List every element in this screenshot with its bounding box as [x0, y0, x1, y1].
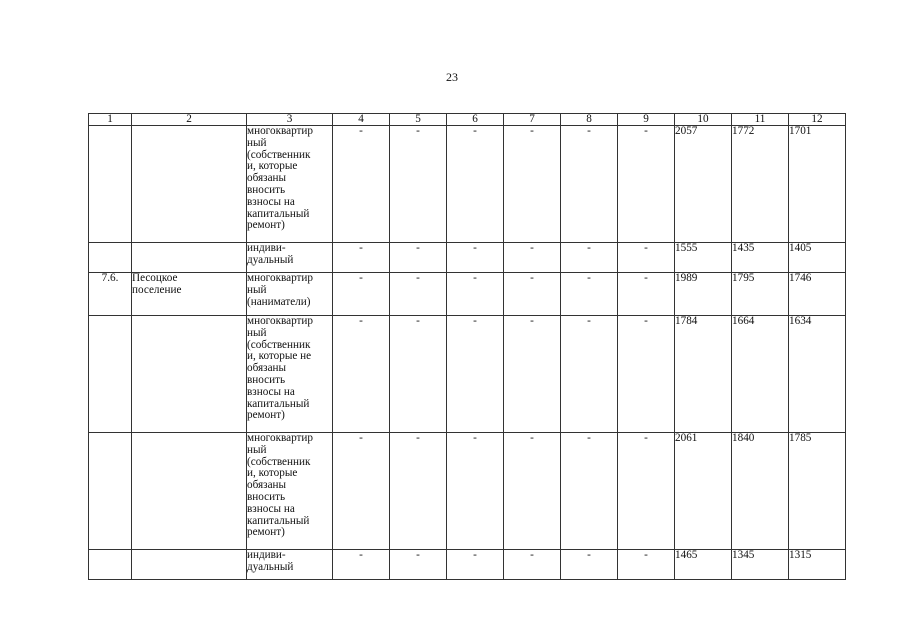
value-cell — [732, 550, 789, 580]
empty-value-cell — [390, 126, 447, 243]
table-row — [89, 550, 846, 580]
value-cell-text: 1746 — [789, 272, 812, 284]
empty-value-cell-text: - — [587, 315, 591, 327]
empty-value-cell — [447, 243, 504, 273]
empty-value-cell — [390, 433, 447, 550]
value-cell-text: 1784 — [675, 315, 698, 327]
table-row — [89, 316, 846, 433]
empty-value-cell — [390, 550, 447, 580]
empty-value-cell-text: - — [473, 432, 477, 444]
empty-value-cell-text: - — [359, 272, 363, 284]
settlement-cell — [132, 433, 247, 550]
value-cell — [732, 273, 789, 316]
table-row — [89, 243, 846, 273]
settlement-cell — [132, 126, 247, 243]
empty-value-cell-text: - — [644, 125, 648, 137]
settlement-cell — [132, 550, 247, 580]
empty-value-cell — [333, 316, 390, 433]
empty-value-cell-text: - — [473, 315, 477, 327]
value-cell-text: 1664 — [732, 315, 755, 327]
value-cell — [732, 316, 789, 433]
empty-value-cell-text: - — [587, 549, 591, 561]
value-cell — [732, 243, 789, 273]
empty-value-cell — [333, 433, 390, 550]
settlement-cell — [132, 273, 247, 316]
empty-value-cell-text: - — [416, 315, 420, 327]
empty-value-cell-text: - — [587, 272, 591, 284]
empty-value-cell-text: - — [359, 125, 363, 137]
value-cell-text: 1840 — [732, 432, 755, 444]
row-number-cell — [89, 243, 132, 273]
housing-type-cell-text: индиви- дуальный — [247, 242, 294, 266]
header-cell: 11 — [732, 114, 789, 126]
empty-value-cell-text: - — [530, 242, 534, 254]
header-cell: 4 — [333, 114, 390, 126]
empty-value-cell — [447, 433, 504, 550]
empty-value-cell — [561, 243, 618, 273]
empty-value-cell-text: - — [530, 272, 534, 284]
value-cell — [789, 243, 846, 273]
empty-value-cell-text: - — [530, 549, 534, 561]
empty-value-cell — [447, 550, 504, 580]
value-cell-text: 1405 — [789, 242, 812, 254]
header-cell: 10 — [675, 114, 732, 126]
value-cell-text: 1772 — [732, 125, 755, 137]
value-cell — [675, 316, 732, 433]
empty-value-cell-text: - — [359, 242, 363, 254]
housing-type-cell — [247, 316, 333, 433]
housing-type-cell — [247, 550, 333, 580]
empty-value-cell — [504, 316, 561, 433]
row-number-cell — [89, 550, 132, 580]
empty-value-cell — [504, 550, 561, 580]
empty-value-cell-text: - — [359, 315, 363, 327]
value-cell — [675, 550, 732, 580]
empty-value-cell-text: - — [644, 315, 648, 327]
empty-value-cell-text: - — [473, 242, 477, 254]
empty-value-cell — [618, 243, 675, 273]
header-row — [89, 114, 846, 126]
table-row — [89, 126, 846, 243]
value-cell — [789, 433, 846, 550]
empty-value-cell-text: - — [416, 125, 420, 137]
empty-value-cell — [390, 243, 447, 273]
value-cell — [675, 433, 732, 550]
header-cell: 1 — [89, 114, 132, 126]
empty-value-cell — [504, 243, 561, 273]
row-number-cell — [89, 316, 132, 433]
page-number: 23 — [446, 70, 458, 84]
empty-value-cell — [504, 433, 561, 550]
empty-value-cell-text: - — [416, 272, 420, 284]
value-cell — [789, 126, 846, 243]
header-cell: 12 — [789, 114, 846, 126]
empty-value-cell-text: - — [644, 432, 648, 444]
settlement-cell — [132, 243, 247, 273]
housing-type-cell-text: многоквартир ный (наниматели) — [247, 272, 314, 308]
table-row — [89, 433, 846, 550]
empty-value-cell-text: - — [644, 549, 648, 561]
value-cell — [789, 273, 846, 316]
empty-value-cell-text: - — [644, 272, 648, 284]
value-cell-text: 1345 — [732, 549, 755, 561]
tariff-table — [88, 113, 846, 580]
empty-value-cell-text: - — [530, 432, 534, 444]
empty-value-cell — [618, 433, 675, 550]
empty-value-cell-text: - — [473, 272, 477, 284]
empty-value-cell — [390, 273, 447, 316]
empty-value-cell — [561, 433, 618, 550]
empty-value-cell — [333, 550, 390, 580]
value-cell — [675, 126, 732, 243]
empty-value-cell-text: - — [530, 125, 534, 137]
value-cell — [789, 316, 846, 433]
empty-value-cell — [333, 126, 390, 243]
housing-type-cell-text: индиви- дуальный — [247, 549, 294, 573]
value-cell-text: 2061 — [675, 432, 698, 444]
empty-value-cell-text: - — [644, 242, 648, 254]
header-cell: 6 — [447, 114, 504, 126]
value-cell-text: 1989 — [675, 272, 698, 284]
row-number-cell-text: 7.6. — [101, 272, 119, 284]
value-cell-text: 1435 — [732, 242, 755, 254]
empty-value-cell-text: - — [587, 242, 591, 254]
value-cell-text: 1634 — [789, 315, 812, 327]
header-cell: 9 — [618, 114, 675, 126]
table-row — [89, 273, 846, 316]
settlement-cell — [132, 316, 247, 433]
row-number-cell — [89, 433, 132, 550]
header-cell: 2 — [132, 114, 247, 126]
empty-value-cell-text: - — [416, 432, 420, 444]
row-number-cell — [89, 126, 132, 243]
empty-value-cell-text: - — [530, 315, 534, 327]
empty-value-cell — [447, 316, 504, 433]
empty-value-cell — [561, 316, 618, 433]
value-cell — [789, 550, 846, 580]
empty-value-cell-text: - — [359, 549, 363, 561]
header-cell: 3 — [247, 114, 333, 126]
empty-value-cell — [618, 126, 675, 243]
empty-value-cell — [561, 550, 618, 580]
value-cell — [675, 243, 732, 273]
empty-value-cell — [447, 126, 504, 243]
value-cell-text: 1465 — [675, 549, 698, 561]
housing-type-cell-text: многоквартир ный (собственник и, которые обязаны вносить взносы на капитальный ремонт) — [247, 432, 314, 539]
housing-type-cell — [247, 273, 333, 316]
housing-type-cell-text: многоквартир ный (собственник и, которые не обязаны вносить взносы на капитальный ремонт) — [247, 315, 314, 422]
value-cell — [675, 273, 732, 316]
empty-value-cell — [333, 273, 390, 316]
empty-value-cell — [618, 273, 675, 316]
empty-value-cell — [333, 243, 390, 273]
housing-type-cell — [247, 126, 333, 243]
empty-value-cell — [390, 316, 447, 433]
housing-type-cell — [247, 243, 333, 273]
empty-value-cell — [504, 126, 561, 243]
empty-value-cell — [561, 273, 618, 316]
empty-value-cell — [504, 273, 561, 316]
empty-value-cell-text: - — [416, 242, 420, 254]
value-cell-text: 1315 — [789, 549, 812, 561]
empty-value-cell-text: - — [473, 549, 477, 561]
empty-value-cell — [618, 316, 675, 433]
value-cell — [732, 126, 789, 243]
empty-value-cell-text: - — [473, 125, 477, 137]
value-cell-text: 1795 — [732, 272, 755, 284]
housing-type-cell-text: многоквартир ный (собственник и, которые обязаны вносить взносы на капитальный ремонт) — [247, 125, 314, 232]
header-cell: 8 — [561, 114, 618, 126]
settlement-cell-text: Песоцкое поселение — [132, 272, 182, 296]
header-cell: 5 — [390, 114, 447, 126]
header-cell: 7 — [504, 114, 561, 126]
empty-value-cell-text: - — [587, 125, 591, 137]
value-cell-text: 1555 — [675, 242, 698, 254]
empty-value-cell — [618, 550, 675, 580]
value-cell — [732, 433, 789, 550]
housing-type-cell — [247, 433, 333, 550]
empty-value-cell-text: - — [587, 432, 591, 444]
value-cell-text: 1785 — [789, 432, 812, 444]
empty-value-cell — [447, 273, 504, 316]
empty-value-cell — [561, 126, 618, 243]
empty-value-cell-text: - — [416, 549, 420, 561]
row-number-cell — [89, 273, 132, 316]
empty-value-cell-text: - — [359, 432, 363, 444]
value-cell-text: 1701 — [789, 125, 812, 137]
value-cell-text: 2057 — [675, 125, 698, 137]
